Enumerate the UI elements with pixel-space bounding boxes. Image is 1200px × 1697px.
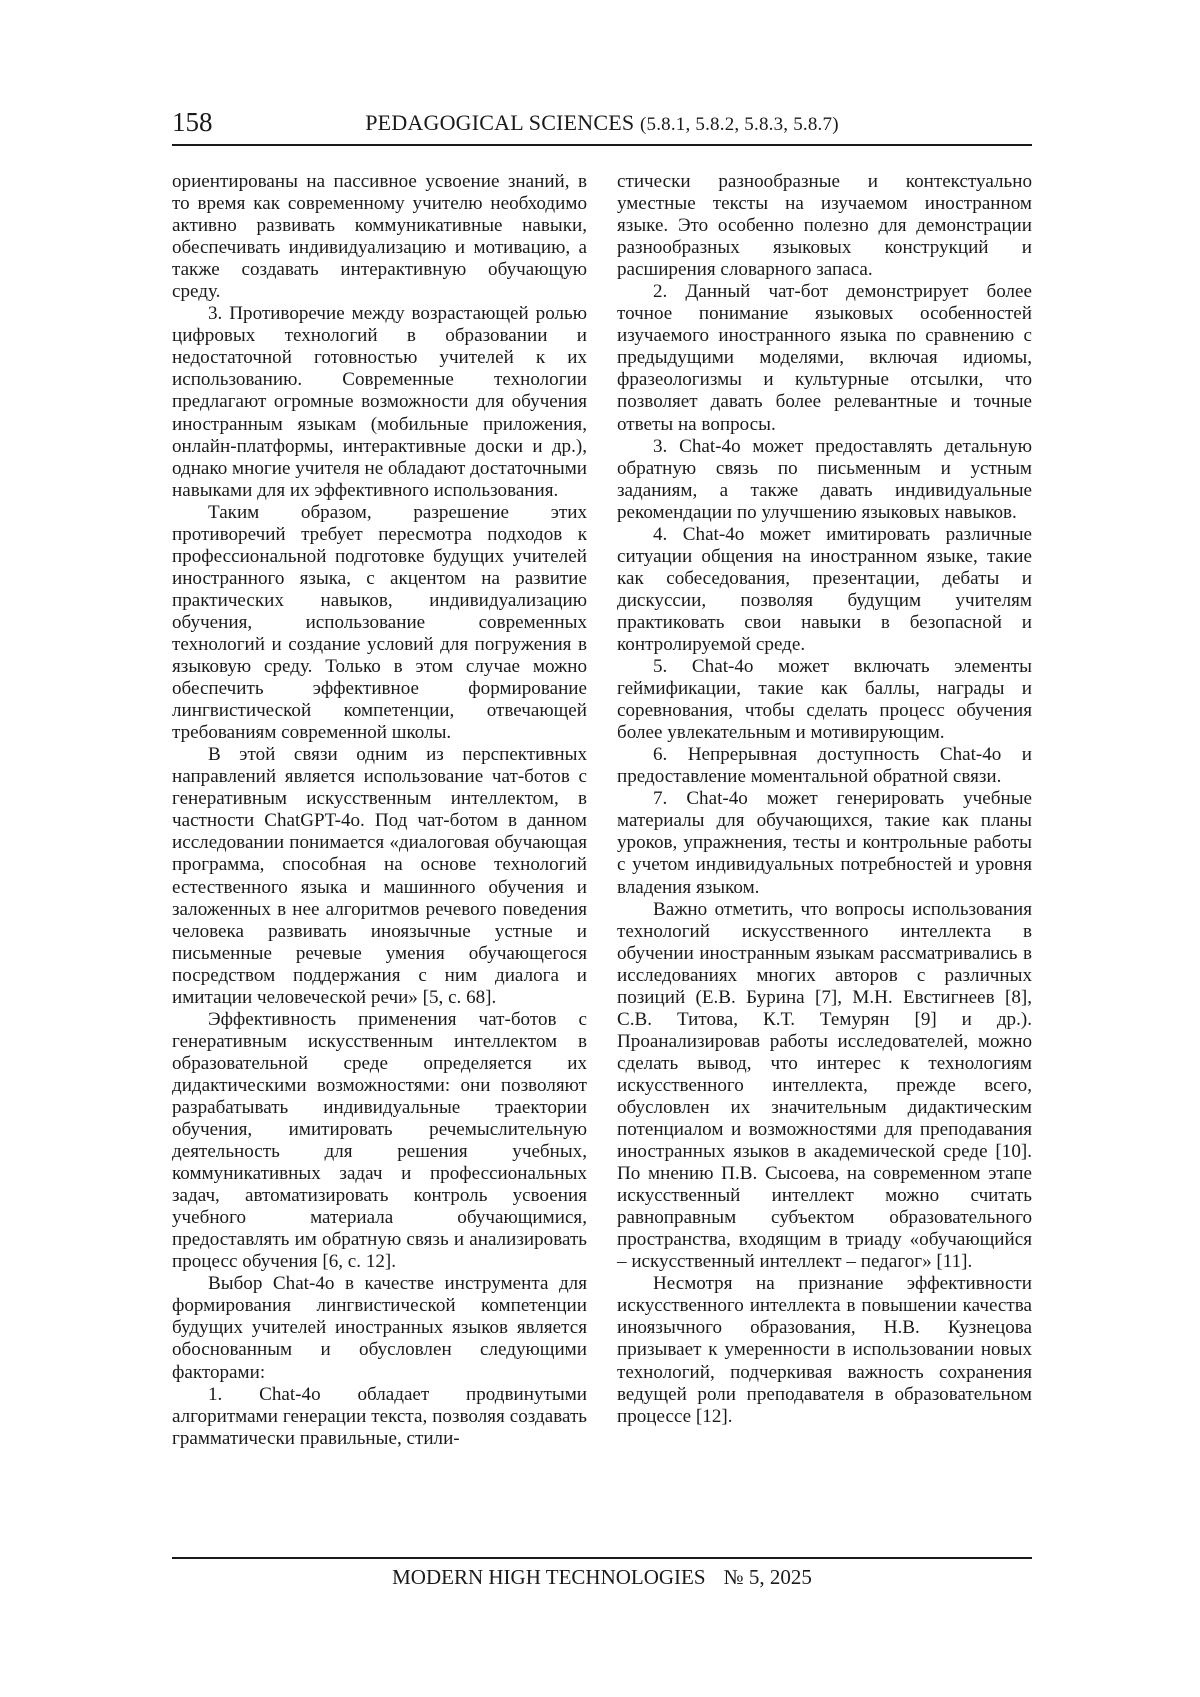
paragraph: Выбор Chat-4o в качестве инструмента для формирования лингвистической компетенции будущих учителей иностранных языков является обоснованным и обусловлен следующими факторами: [172,1273,587,1383]
paragraph: 6. Непрерывная доступность Chat-4o и предоставление моментальной обратной связи. [617,744,1032,788]
section-codes: (5.8.1, 5.8.2, 5.8.3, 5.8.7) [640,114,839,135]
journal-page [0,0,1200,1697]
paragraph: Несмотря на признание эффективности искусственного интеллекта в повышении качества иноязычного образования, Н.В. Кузнецова призывает к умеренности в использовании новых технологий, подчеркивая важность сохранения ведущей роли преподавателя в образовательном процессе [12]. [617,1273,1032,1427]
paragraph: 7. Chat-4o может генерировать учебные материалы для обучающихся, такие как планы уроков, упражнения, тесты и контрольные работы с учетом индивидуальных потребностей и уровня владения языком. [617,788,1032,898]
left-column [172,171,587,1553]
issue-number: № 5, 2025 [724,1565,812,1589]
paragraph: Важно отметить, что вопросы использования технологий искусственного интеллекта в обучении иностранным языкам рассматривались в исследованиях многих авторов с различных позиций (Е.В. Бурина [7], М.Н. Евстигнеев [8], С.В. Титова, К.Т. Темурян [9] и др.). Проанализировав работы исследователей, можно сделать вывод, что интерес к технологиям искусственного интеллекта, прежде всего, обусловлен их значительным дидактическим потенциалом и возможностями для преподавания иностранных языков в академической среде [10]. По мнению П.В. Сысоева, на современном этапе искусственный интеллект можно считать равноправным субъектом образовательного пространства, входящим в триаду «обучающийся – искусственный интеллект – педагог» [11]. [617,899,1032,1274]
paragraph: 2. Данный чат-бот демонстрирует более точное понимание языковых особенностей изучаемого иностранного языка по сравнению с предыдущими моделями, включая идиомы, фразеологизмы и культурные отсылки, что позволяет давать более релевантные и точные ответы на вопросы. [617,281,1032,435]
section-name: PEDAGOGICAL SCIENCES [365,110,634,135]
journal-title: MODERN HIGH TECHNOLOGIES [392,1565,705,1589]
paragraph: 3. Противоречие между возрастающей ролью цифровых технологий в образовании и недостаточной готовностью учителей к их использованию. Современные технологии предлагают огромные возможности для обучения иностранным языкам (мобильные приложения, онлайн-платформы, интерактивные доски и др.), однако многие учителя не обладают достаточными навыками для их эффективного использования. [172,303,587,501]
paragraph: Таким образом, разрешение этих противоречий требует пересмотра подходов к профессиональной подготовке будущих учителей иностранного языка, с акцентом на развитие практических навыков, индивидуализацию обучения, использование современных технологий и создание условий для погружения в языковую среду. Только в этом случае можно обеспечить эффективное формирование лингвистической компетенции, отвечающей требованиям современной школы. [172,502,587,745]
paragraph: стически разнообразные и контекстуально уместные тексты на изучаемом иностранном языке. Это особенно полезно для демонстрации разнообразных языковых конструкций и расширения словарного запаса. [617,171,1032,281]
running-footer [172,1563,1032,1591]
paragraph: 4. Chat-4o может имитировать различные ситуации общения на иностранном языке, такие как собеседования, презентации, дебаты и дискуссии, позволяя будущим учителям практиковать свои навыки в безопасной и контролируемой среде. [617,524,1032,656]
article-body [172,171,1032,1553]
paragraph: ориентированы на пассивное усвоение знаний, в то время как современному учителю необходимо активно развивать коммуникативные навыки, обеспечивать индивидуализацию и мотивацию, а также создавать интерактивную обучающую среду. [172,171,587,303]
page-number: 158 [172,104,213,140]
paragraph: В этой связи одним из перспективных направлений является использование чат-ботов с генеративным искусственным интеллектом, в частности ChatGPT-4o. Под чат-ботом в данном исследовании понимается «диалоговая обучающая программа, способная на основе технологий естественного языка и машинного обучения и заложенных в нее алгоритмов речевого поведения человека развивать иноязычные устные и письменные речевые умения обучающегося посредством поддержания с ним диалога и имитации человеческой речи» [5, с. 68]. [172,744,587,1009]
right-column [617,171,1032,1553]
journal-section-title [172,108,1032,140]
footer-divider [172,1557,1032,1559]
paragraph: Эффективность применения чат-ботов с генеративным искусственным интеллектом в образовательной среде определяется их дидактическими возможностями: они позволяют разрабатывать индивидуальные траектории обучения, имитировать речемыслительную деятельность для решения учебных, коммуникативных задач и профессиональных задач, автоматизировать контроль усвоения учебного материала обучающимися, предоставлять им обратную связь и анализировать процесс обучения [6, с. 12]. [172,1009,587,1274]
paragraph: 1. Chat-4o обладает продвинутыми алгоритмами генерации текста, позволяя создавать грамматически правильные, стили- [172,1384,587,1450]
paragraph: 5. Chat-4o может включать элементы геймификации, такие как баллы, награды и соревнования, чтобы сделать процесс обучения более увлекательным и мотивирующим. [617,656,1032,744]
running-header [172,104,1032,146]
paragraph: 3. Chat-4o может предоставлять детальную обратную связь по письменным и устным заданиям, а также давать индивидуальные рекомендации по улучшению языковых навыков. [617,436,1032,524]
